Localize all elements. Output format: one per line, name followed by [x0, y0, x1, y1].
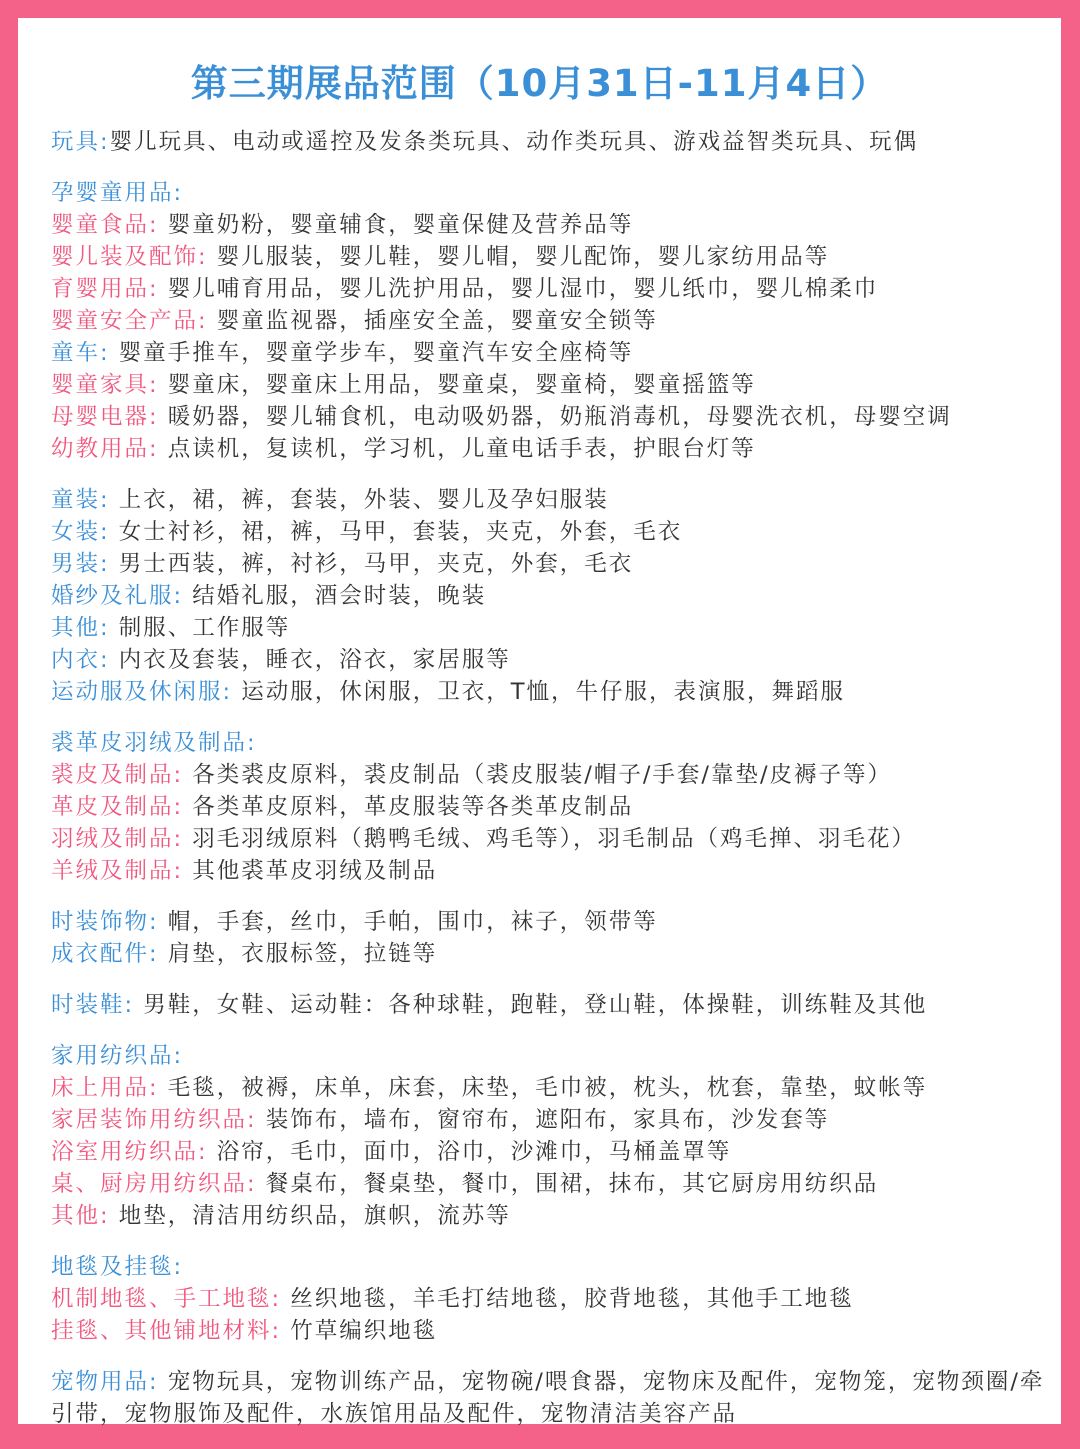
- category-items: 婴童奶粉，婴童辅食，婴童保健及营养品等: [167, 212, 634, 238]
- category-label: 挂毯、其他铺地材料:: [51, 1318, 291, 1344]
- category-group: [51, 484, 1056, 708]
- category-line: [51, 548, 1056, 580]
- category-group: [51, 989, 1056, 1021]
- category-label: 家居装饰用纺织品:: [51, 1107, 266, 1133]
- group-heading: 裘革皮羽绒及制品:: [51, 730, 257, 756]
- category-items: 帽，手套，丝巾，手帕，围巾，袜子，领带等: [167, 909, 658, 935]
- category-items: 各类裘皮原料，裘皮制品（裘皮服装/帽子/手套/靠垫/皮褥子等）: [192, 762, 893, 788]
- category-group: [51, 906, 1056, 970]
- category-label: 女装:: [51, 519, 119, 545]
- category-items: 丝织地毯，羊毛打结地毯，胶背地毯，其他手工地毯: [290, 1286, 854, 1312]
- category-label: 婴童安全产品:: [51, 308, 217, 334]
- exhibit-list: [51, 126, 1056, 1449]
- category-line: [51, 401, 1056, 433]
- category-line: [51, 1200, 1056, 1232]
- category-items: 浴帘，毛巾，面巾，浴巾，沙滩巾，马桶盖罩等: [216, 1139, 732, 1165]
- category-items: 地垫，清洁用纺织品，旗帜，流苏等: [118, 1203, 511, 1229]
- category-line: [51, 126, 1056, 158]
- category-items: 婴儿服装，婴儿鞋，婴儿帽，婴儿配饰，婴儿家纺用品等: [216, 244, 830, 270]
- category-items: 女士衬衫，裙，裤，马甲，套装，夹克，外套，毛衣: [118, 519, 683, 545]
- category-items: 其他裘革皮羽绒及制品: [192, 858, 438, 884]
- category-label: 婚纱及礼服:: [51, 583, 193, 609]
- category-items: 制服、工作服等: [118, 615, 291, 641]
- category-label: 幼教用品:: [51, 436, 168, 462]
- category-label: 运动服及休闲服:: [51, 679, 242, 705]
- category-line: [51, 433, 1056, 465]
- category-items: 暖奶器，婴儿辅食机，电动吸奶器，奶瓶消毒机，母婴洗衣机，母婴空调: [167, 404, 952, 430]
- category-items: 各类革皮原料，革皮服装等各类革皮制品: [192, 794, 634, 820]
- category-line: [51, 906, 1056, 938]
- category-line: [51, 305, 1056, 337]
- category-group: [51, 727, 1056, 887]
- category-label: 内衣:: [51, 647, 119, 673]
- page-title: 第三期展品范围（10月31日-11月4日）: [190, 62, 889, 105]
- category-items: 竹草编织地毯: [290, 1318, 438, 1344]
- category-line: [51, 612, 1056, 644]
- category-label: 婴童食品:: [51, 212, 168, 238]
- category-items: 婴童床，婴童床上用品，婴童桌，婴童椅，婴童摇篮等: [167, 372, 756, 398]
- category-line: [51, 209, 1056, 241]
- category-line: [51, 241, 1056, 273]
- category-line: [51, 484, 1056, 516]
- category-line: [51, 823, 1056, 855]
- category-label: 裘皮及制品:: [51, 762, 193, 788]
- category-label: 男装:: [51, 551, 119, 577]
- category-line: [51, 1136, 1056, 1168]
- group-heading: 孕婴童用品:: [51, 180, 184, 206]
- category-label: 羽绒及制品:: [51, 826, 193, 852]
- category-items: 运动服，休闲服，卫衣，T恤，牛仔服，表演服，舞蹈服: [241, 679, 845, 705]
- category-label: 育婴用品:: [51, 276, 168, 302]
- category-line: [51, 1104, 1056, 1136]
- category-group: [51, 1040, 1056, 1232]
- category-items: 婴儿哺育用品，婴儿洗护用品，婴儿湿巾，婴儿纸巾，婴儿棉柔巾: [167, 276, 879, 302]
- category-line: [51, 644, 1056, 676]
- category-label: 桌、厨房用纺织品:: [51, 1171, 266, 1197]
- category-line: [51, 1283, 1056, 1315]
- category-label: 成衣配件:: [51, 941, 168, 967]
- category-items: 餐桌布，餐桌垫，餐巾，围裙，抹布，其它厨房用纺织品: [265, 1171, 879, 1197]
- category-items: 羽毛羽绒原料（鹅鸭毛绒、鸡毛等），羽毛制品（鸡毛掸、羽毛花）: [192, 826, 916, 852]
- category-label: 婴童家具:: [51, 372, 168, 398]
- category-items: 肩垫，衣服标签，拉链等: [167, 941, 438, 967]
- category-line: [51, 759, 1056, 791]
- category-label: 羊绒及制品:: [51, 858, 193, 884]
- group-heading: 地毯及挂毯:: [51, 1254, 184, 1280]
- category-items: 装饰布，墙布，窗帘布，遮阳布，家具布，沙发套等: [265, 1107, 830, 1133]
- category-items: 婴童监视器，插座安全盖，婴童安全锁等: [216, 308, 658, 334]
- category-items: 点读机，复读机，学习机，儿童电话手表，护眼台灯等: [167, 436, 756, 462]
- category-label: 革皮及制品:: [51, 794, 193, 820]
- category-items: 婴儿玩具、电动或遥控及发条类玩具、动作类玩具、游戏益智类玩具、玩偶: [109, 129, 919, 155]
- group-heading: 家用纺织品:: [51, 1043, 184, 1069]
- category-line: [51, 855, 1056, 887]
- content-card: [18, 18, 1061, 1427]
- category-label: 婴儿装及配饰:: [51, 244, 217, 270]
- category-label: 时装鞋:: [51, 992, 144, 1018]
- category-label: 时装饰物:: [51, 909, 168, 935]
- category-items: 内衣及套装，睡衣，浴衣，家居服等: [118, 647, 511, 673]
- category-items: 婴童手推车，婴童学步车，婴童汽车安全座椅等: [118, 340, 634, 366]
- category-label: 宠物用品:: [51, 1369, 168, 1395]
- category-group: [51, 1251, 1056, 1347]
- category-label: 童车:: [51, 340, 119, 366]
- category-line: [51, 1315, 1056, 1347]
- category-group: [51, 177, 1056, 465]
- category-line: [51, 369, 1056, 401]
- category-label: 浴室用纺织品:: [51, 1139, 217, 1165]
- category-label: 母婴电器:: [51, 404, 168, 430]
- category-items: 男士西装，裤，衬衫，马甲，夹克，外套，毛衣: [118, 551, 634, 577]
- category-items: 毛毯，被褥，床单，床套，床垫，毛巾被，枕头，枕套，靠垫，蚊帐等: [167, 1075, 928, 1101]
- category-label: 床上用品:: [51, 1075, 168, 1101]
- category-items: 上衣，裙，裤，套装，外装、婴儿及孕妇服装: [118, 487, 609, 513]
- category-line: [51, 337, 1056, 369]
- category-label: 其他:: [51, 1203, 119, 1229]
- category-label: 机制地毯、手工地毯:: [51, 1286, 291, 1312]
- category-line: [51, 1366, 1056, 1430]
- category-group: [51, 1366, 1056, 1430]
- category-line: [51, 938, 1056, 970]
- category-line: [51, 1072, 1056, 1104]
- category-line: [51, 273, 1056, 305]
- category-group: [51, 126, 1056, 158]
- category-line: [51, 791, 1056, 823]
- category-label: 玩具:: [51, 129, 110, 155]
- category-items: 男鞋，女鞋、运动鞋：各种球鞋，跑鞋，登山鞋，体操鞋，训练鞋及其他: [143, 992, 928, 1018]
- category-items: 宠物玩具，宠物训练产品，宠物碗/喂食器，宠物床及配件，宠物笼，宠物颈圈/牵引带，宠物服饰及配件，水族馆用品及配件，宠物清洁美容产品: [51, 1369, 1045, 1427]
- category-line: [51, 989, 1056, 1021]
- category-line: [51, 580, 1056, 612]
- category-line: [51, 1168, 1056, 1200]
- category-items: 结婚礼服，酒会时装，晚装: [192, 583, 487, 609]
- category-line: [51, 516, 1056, 548]
- category-line: [51, 676, 1056, 708]
- category-label: 童装:: [51, 487, 119, 513]
- category-label: 其他:: [51, 615, 119, 641]
